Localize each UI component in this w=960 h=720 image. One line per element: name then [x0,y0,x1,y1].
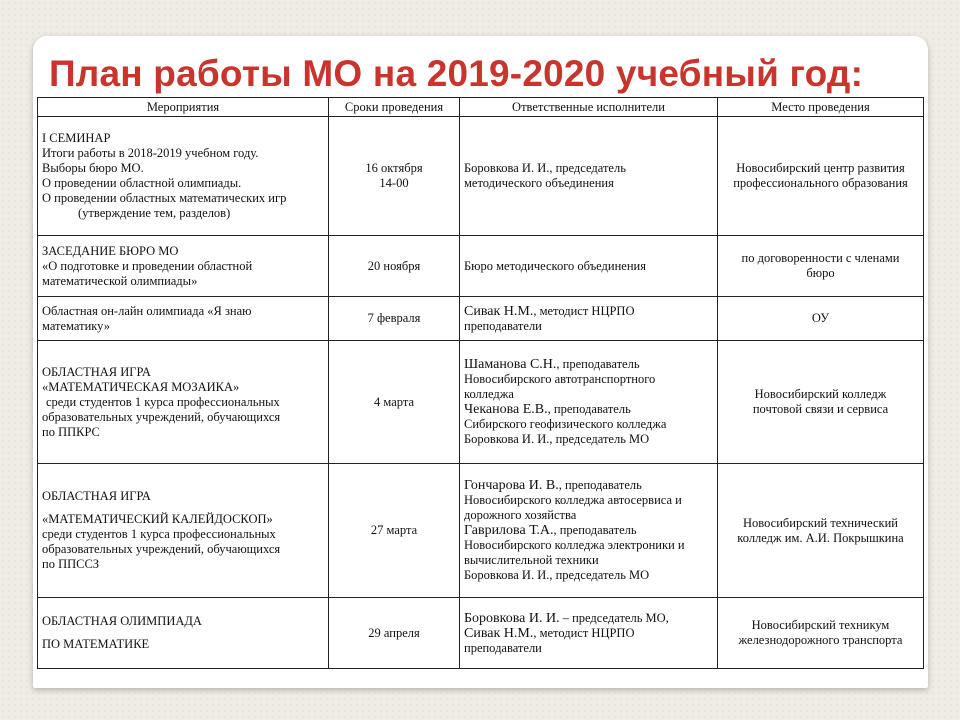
place-cell: Новосибирский центр развития профессионального образования [718,117,924,236]
event-cell: ОБЛАСТНАЯ ОЛИМПИАДА ПО МАТЕМАТИКЕ [38,598,329,669]
table-row [38,236,924,297]
header-dates: Сроки проведения [329,98,460,117]
header-events: Мероприятия [38,98,329,117]
table-row [38,297,924,341]
page-title: План работы МО на 2019-2020 учебный год: [49,53,864,94]
place-cell: Новосибирский техникум железнодорожного транспорта [718,598,924,669]
event-cell: ОБЛАСТНАЯ ИГРА «МАТЕМАТИЧЕСКАЯ МОЗАИКА» среди студентов 1 курса профессиональных образовательных учреждений, обучающихся по ППКРС [38,341,329,464]
header-responsible: Ответственные исполнители [460,98,718,117]
responsible-cell: Боровкова И. И. – председатель МО, Сивак Н.М., методист НЦРПО преподаватели [460,598,718,669]
date-cell: 29 апреля [329,598,460,669]
responsible-cell: Шаманова С.Н., преподаватель Новосибирского автотранспортного колледжа Чеканова Е.В., преподаватель Сибирского геофизического колледжа Боровкова И. И., председатель МО [460,341,718,464]
place-cell: Новосибирский колледж почтовой связи и сервиса [718,341,924,464]
table-header-row [38,98,924,117]
table-row [38,464,924,598]
event-cell: I СЕМИНАР Итоги работы в 2018-2019 учебном году. Выборы бюро МО. О проведении областной олимпиады. О проведении областных математических игр (утверждение тем, разделов) [38,117,329,236]
header-place: Место проведения [718,98,924,117]
table-row [38,598,924,669]
date-cell: 27 марта [329,464,460,598]
table-row [38,341,924,464]
responsible-cell: Сивак Н.М., методист НЦРПО преподаватели [460,297,718,341]
event-cell: ОБЛАСТНАЯ ИГРА «МАТЕМАТИЧЕСКИЙ КАЛЕЙДОСКОП» среди студентов 1 курса профессиональных образовательных учреждений, обучающихся по ППССЗ [38,464,329,598]
place-cell: по договоренности с членами бюро [718,236,924,297]
place-cell: Новосибирский технический колледж им. А.И. Покрышкина [718,464,924,598]
event-cell: ЗАСЕДАНИЕ БЮРО МО «О подготовке и проведении областной математической олимпиады» [38,236,329,297]
responsible-cell: Боровкова И. И., председатель методического объединения [460,117,718,236]
plan-table [37,97,924,669]
responsible-cell: Бюро методического объединения [460,236,718,297]
date-cell: 7 февраля [329,297,460,341]
date-cell: 4 марта [329,341,460,464]
event-cell: Областная он-лайн олимпиада «Я знаю математику» [38,297,329,341]
date-cell: 20 ноября [329,236,460,297]
table-row [38,117,924,236]
place-cell: ОУ [718,297,924,341]
date-cell: 16 октября 14-00 [329,117,460,236]
responsible-cell: Гончарова И. В., преподаватель Новосибирского колледжа автосервиса и дорожного хозяйства Гаврилова Т.А., преподаватель Новосибирского колледжа электроники и вычислительной техники Боровкова И. И., председатель МО [460,464,718,598]
